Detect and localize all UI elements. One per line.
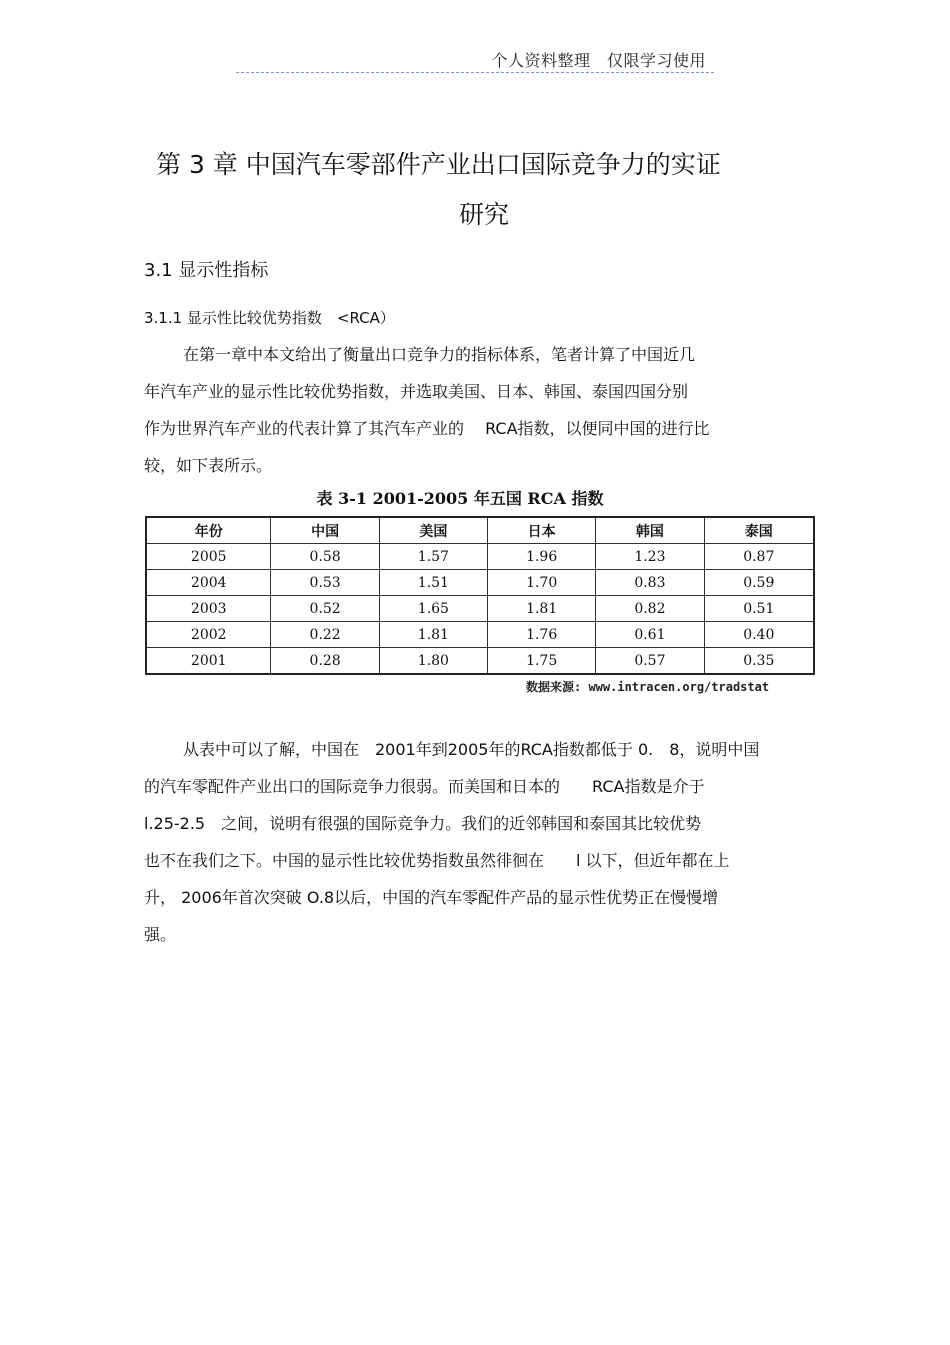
table-cell: 1.96 (488, 544, 596, 570)
table-cell: 1.81 (379, 622, 487, 648)
table-cell: 0.58 (271, 544, 379, 570)
table-header-row (146, 517, 814, 544)
table-cell: 1.57 (379, 544, 487, 570)
table-cell: 0.82 (596, 596, 704, 622)
table-cell: 2003 (146, 596, 271, 622)
table-cell: 1.23 (596, 544, 704, 570)
rca-table (145, 516, 815, 675)
paragraph-2-line: 升， 2006年首次突破 O.8以后，中国的汽车零配件产品的显示性优势正在慢慢增 (144, 888, 719, 907)
paragraph-1 (144, 336, 806, 484)
table-cell: 0.51 (704, 596, 814, 622)
paragraph-1-line: 作为世界汽车产业的代表计算了其汽车产业的 RCA指数，以便同中国的进行比 (144, 419, 710, 438)
paragraph-2-line: 从表中可以了解，中国在 2001年到2005年的RCA指数都低于 0. 8，说明中国 (183, 740, 760, 759)
table-cell: 0.61 (596, 622, 704, 648)
page-header (236, 48, 714, 73)
table-cell: 0.59 (704, 570, 814, 596)
paragraph-2-line: 也不在我们之下。中国的显示性比较优势指数虽然徘徊在 l 以下，但近年都在上 (144, 851, 730, 870)
table-cell: 0.52 (271, 596, 379, 622)
table-cell: 2004 (146, 570, 271, 596)
table-source-note: 数据来源: www.intracen.org/tradstat (526, 680, 770, 694)
table-row (146, 570, 814, 596)
paragraph-2-line: l.25-2.5 之间，说明有很强的国际竞争力。我们的近邻韩国和泰国其比较优势 (144, 814, 702, 833)
table-cell: 1.65 (379, 596, 487, 622)
paragraph-2 (144, 731, 806, 953)
table-row (146, 596, 814, 622)
chapter-title-line-2: 研究 (458, 200, 509, 229)
table-cell: 1.80 (379, 648, 487, 675)
paragraph-2-line: 的汽车零配件产业出口的国际竞争力很弱。而美国和日本的 RCA指数是介于 (144, 777, 705, 796)
col-header-thailand: 泰国 (704, 517, 814, 544)
table-cell: 1.75 (488, 648, 596, 675)
table-cell: 2005 (146, 544, 271, 570)
table-cell: 1.70 (488, 570, 596, 596)
table-cell: 0.57 (596, 648, 704, 675)
col-header-year: 年份 (146, 517, 271, 544)
table-cell: 0.22 (271, 622, 379, 648)
col-header-usa: 美国 (379, 517, 487, 544)
table-cell: 0.87 (704, 544, 814, 570)
table-caption: 表 3-1 2001-2005 年五国 RCA 指数 (316, 489, 604, 508)
paragraph-1-line: 年汽车产业的显示性比较优势指数，并选取美国、日本、韩国、泰国四国分别 (144, 382, 689, 401)
table-cell: 0.53 (271, 570, 379, 596)
table-row (146, 544, 814, 570)
subsection-heading: 3.1.1 显示性比较优势指数 <RCA） (144, 309, 395, 327)
table-cell: 1.81 (488, 596, 596, 622)
paragraph-2-line: 强。 (144, 925, 177, 944)
table-cell: 1.51 (379, 570, 487, 596)
table-cell: 0.83 (596, 570, 704, 596)
col-header-korea: 韩国 (596, 517, 704, 544)
paragraph-1-line: 较，如下表所示。 (144, 456, 273, 475)
table-cell: 0.35 (704, 648, 814, 675)
paragraph-1-line: 在第一章中本文给出了衡量出口竞争力的指标体系，笔者计算了中国近几 (183, 345, 696, 364)
section-heading: 3.1 显示性指标 (144, 260, 269, 281)
table-row (146, 622, 814, 648)
table-cell: 1.76 (488, 622, 596, 648)
chapter-title-line-1: 第 3 章 中国汽车零部件产业出口国际竞争力的实证 (156, 150, 721, 179)
table-cell: 2001 (146, 648, 271, 675)
col-header-japan: 日本 (488, 517, 596, 544)
chapter-title (150, 140, 810, 240)
table-cell: 0.28 (271, 648, 379, 675)
table-cell: 2002 (146, 622, 271, 648)
header-text: 个人资料整理 仅限学习使用 (491, 51, 706, 70)
col-header-china: 中国 (271, 517, 379, 544)
table-row (146, 648, 814, 675)
table-cell: 0.40 (704, 622, 814, 648)
